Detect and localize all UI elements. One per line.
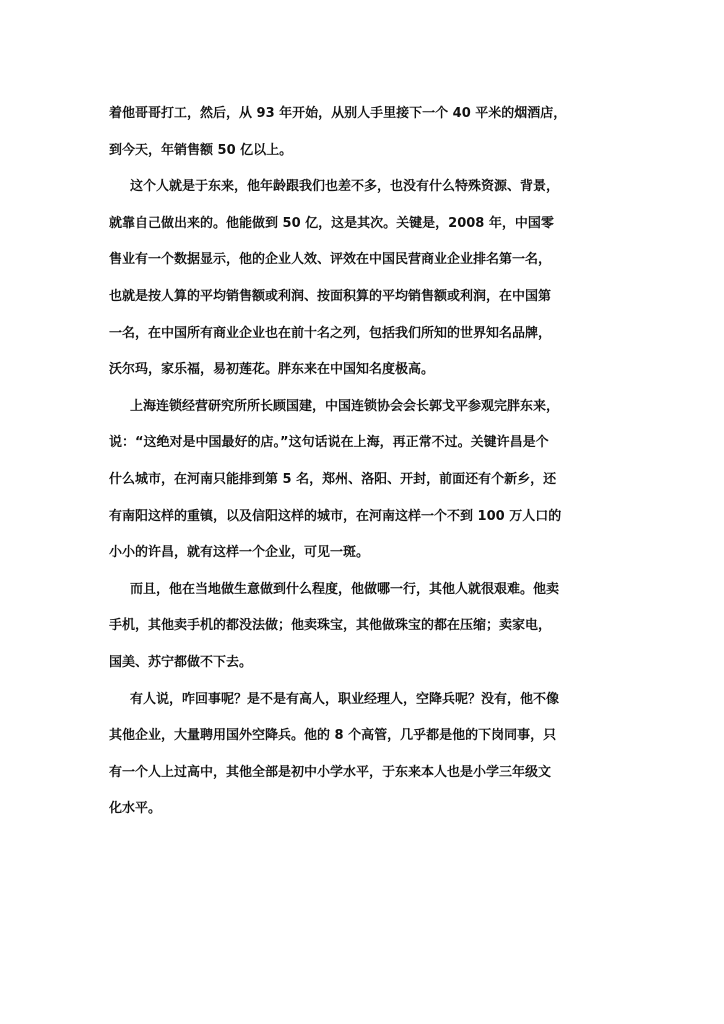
text-line: 这个人就是于东来，他年龄跟我们也差不多，也没有什么特殊资源、背景， [130,179,560,195]
text-line: 也就是按人算的平均销售额或利润、按面积算的平均销售额或利润，在中国第 [109,288,552,304]
article-body [109,96,624,828]
text-line: 化水平。 [109,801,162,817]
text-line: 其他企业，大量聘用国外空降兵。他的 8 个高管，几乎都是他的下岗同事，只 [109,728,557,744]
text-line: 有一个人上过高中，其他全部是初中小学水平，于东来本人也是小学三年级文 [109,764,552,780]
text-line: 什么城市，在河南只能排到第 5 名，郑州、洛阳、开封，前面还有个新乡，还 [109,471,557,487]
text-line: 上海连锁经营研究所所长顾国建，中国连锁协会会长郭戈平参观完胖东来， [130,398,560,414]
text-line: 沃尔玛，家乐福，易初莲花。胖东来在中国知名度极高。 [109,362,435,378]
text-line: 一名，在中国所有商业企业也在前十名之列，包括我们所知的世界知名品牌， [109,325,552,341]
text-line: 手机，其他卖手机的都没法做；他卖珠宝，其他做珠宝的都在压缩；卖家电， [109,618,552,634]
text-line: 小小的许昌，就有这样一个企业，可见一斑。 [109,545,370,561]
text-line: 售业有一个数据显示，他的企业人效、评效在中国民营商业企业排名第一名， [109,252,552,268]
text-line: 有南阳这样的重镇，以及信阳这样的城市，在河南这样一个不到 100 万人口的 [109,508,562,524]
text-line: 而且，他在当地做生意做到什么程度，他做哪一行，其他人就很艰难。他卖 [130,581,560,597]
text-line: 着他哥哥打工，然后，从 93 年开始，从别人手里接下一个 40 平米的烟酒店， [109,106,567,121]
text-line: 有人说，咋回事呢？是不是有高人，职业经理人，空降兵呢？没有，他不像 [130,691,560,707]
text-line: 就靠自己做出来的。他能做到 50 亿，这是其次。关键是，2008 年，中国零 [109,215,554,231]
text-line: 说：“这绝对是中国最好的店。”这句话说在上海，再正常不过。关键许昌是个 [109,435,549,451]
text-line: 国美、苏宁都做不下去。 [109,654,253,670]
text-line: 到今天，年销售额 50 亿以上。 [109,142,293,158]
